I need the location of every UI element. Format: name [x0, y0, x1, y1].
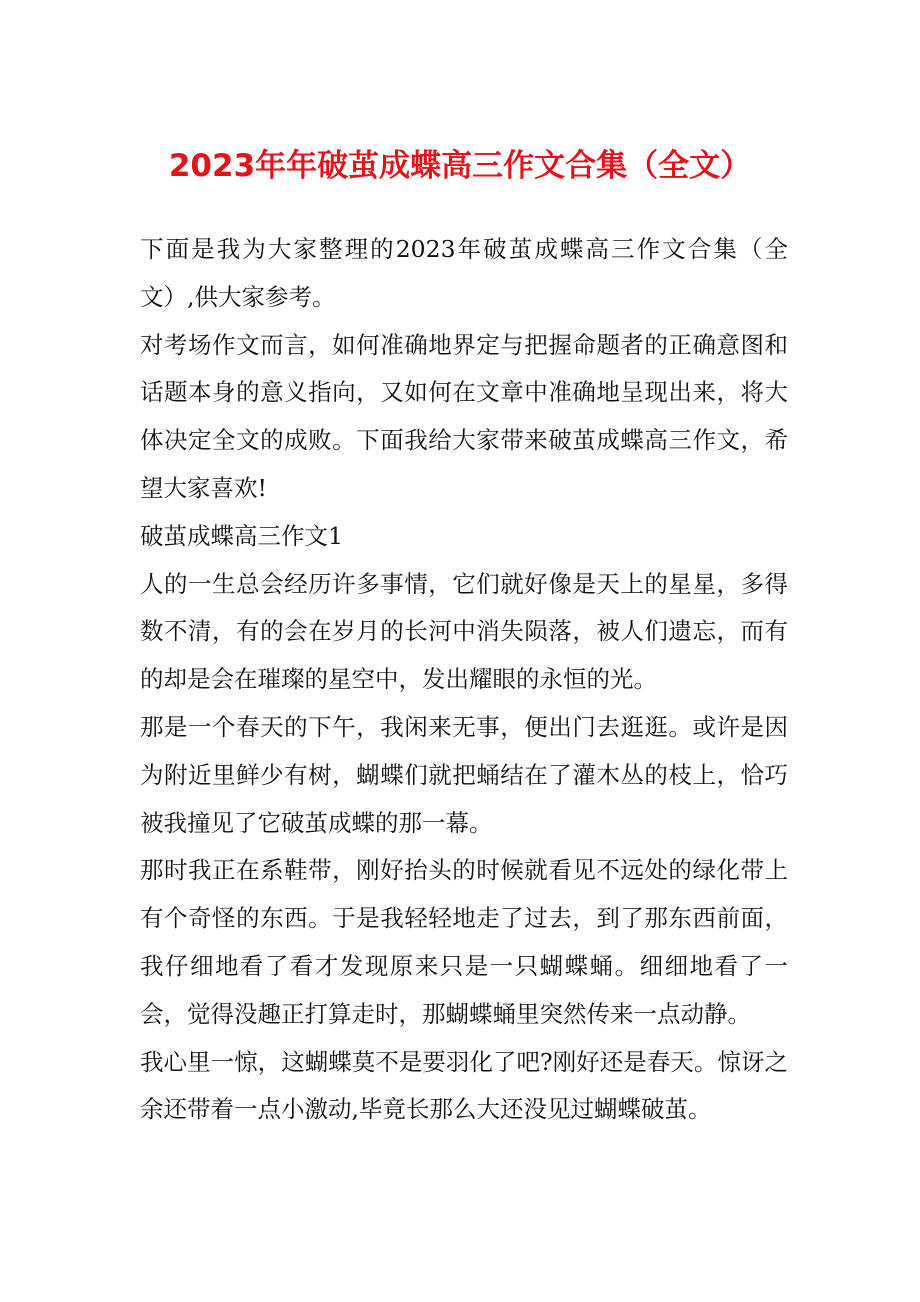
document-title: 2023年年破茧成蝶高三作文合集（全文） — [168, 148, 752, 184]
essay-heading: 破茧成蝶高三作文1 — [140, 521, 343, 550]
paragraph-intro: 下面是我为大家整理的2023年破茧成蝶高三作文合集（全文）,供大家参考。 — [140, 235, 788, 311]
paragraph-essay-4: 我心里一惊，这蝴蝶莫不是要羽化了吧?刚好还是春天。惊讶之余还带着一点小激动,毕竟长那么大还没见过蝴蝶破茧。 — [140, 1047, 788, 1124]
paragraph-essay-1: 人的一生总会经历许多事情，它们就好像是天上的星星，多得数不清，有的会在岁月的长河中消失陨落，被人们遗忘，而有的却是会在璀璨的星空中，发出耀眼的永恒的光。 — [140, 569, 788, 694]
paragraph-essay-3: 那时我正在系鞋带，刚好抬头的时候就看见不远处的绿化带上有个奇怪的东西。于是我轻轻地走了过去，到了那东西前面，我仔细地看了看才发现原来只是一只蝴蝶蛹。细细地看了一会，觉得没趣正打算走时，那蝴蝶蛹里突然传来一点动静。 — [140, 856, 788, 1028]
document-body — [140, 226, 788, 1134]
paragraph-essay-2: 那是一个春天的下午，我闲来无事，便出门去逛逛。或许是因为附近里鲜少有树，蝴蝶们就把蛹结在了灌木丛的枝上，恰巧被我撞见了它破茧成蝶的那一幕。 — [140, 712, 788, 837]
paragraph-preface: 对考场作文而言，如何准确地界定与把握命题者的正确意图和话题本身的意义指向，又如何在文章中准确地呈现出来，将大体决定全文的成败。下面我给大家带来破茧成蝶高三作文，希望大家喜欢! — [140, 330, 788, 502]
